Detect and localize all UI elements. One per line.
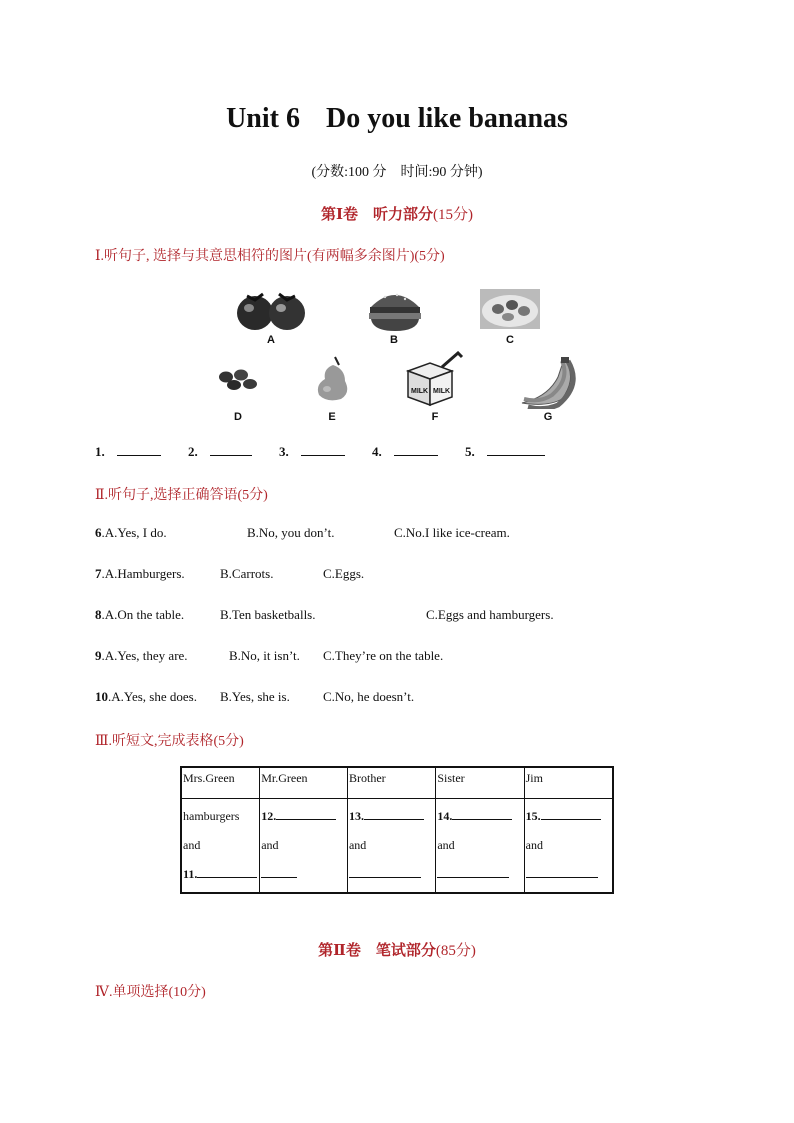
section3-heading: Ⅲ.听短文,完成表格(5分) xyxy=(95,734,244,749)
part2-heading: 第Ⅱ卷 笔试部分(85分) xyxy=(318,943,476,959)
section4-heading: Ⅳ.单项选择(10分) xyxy=(95,985,206,1000)
cell-jim: 15. and xyxy=(524,799,613,894)
option-b: B.No, it isn’t. xyxy=(229,648,300,663)
section2-heading: Ⅱ.听句子,选择正确答语(5分) xyxy=(95,488,268,503)
header-mr-green: Mr.Green xyxy=(260,767,348,799)
blank-11[interactable]: 11. xyxy=(183,860,258,889)
option-c: C.Eggs. xyxy=(323,566,365,581)
tomatoes-icon xyxy=(235,286,307,339)
cell-sister: 14. and xyxy=(436,799,524,894)
option-b: B.No, you don’t. xyxy=(247,525,335,540)
header-jim: Jim xyxy=(524,767,613,799)
question-9: 9.A.Yes, they are. B.No, it isn’t. C.They’re on the table. xyxy=(95,648,444,663)
picture-label-f: F xyxy=(431,411,439,423)
picture-label-e: E xyxy=(328,411,336,423)
header-mrs-green: Mrs.Green xyxy=(181,767,260,799)
blank-15[interactable]: 15. xyxy=(526,802,611,831)
bananas-icon xyxy=(518,357,580,414)
option-c: C.No, he doesn’t. xyxy=(323,689,415,704)
blank-1[interactable]: 1. xyxy=(95,443,173,460)
blank-2[interactable]: 2. xyxy=(188,443,264,460)
milk-carton-icon xyxy=(402,351,468,412)
blank-5[interactable]: 5. xyxy=(465,443,557,460)
section1-heading: Ⅰ.听句子, 选择与其意思相符的图片(有两幅多余图片)(5分) xyxy=(95,249,445,264)
picture-label-a: A xyxy=(267,334,275,346)
blank-12[interactable]: 12. xyxy=(261,802,346,831)
cell-mr-green: 12. and xyxy=(260,799,348,894)
option-b: B.Yes, she is. xyxy=(220,689,290,704)
question-8: 8.A.On the table. B.Ten basketballs. C.Eggs and hamburgers. xyxy=(95,607,554,622)
part1-heading: 第Ⅰ卷 听力部分(15分) xyxy=(320,207,474,223)
option-b: B.Ten basketballs. xyxy=(220,607,316,622)
picture-label-b: B xyxy=(390,334,398,346)
question-6: 6.A.Yes, I do. B.No, you don’t. C.No.I like ice-cream. xyxy=(95,525,510,540)
cell-mrs-green: hamburgers and 11. xyxy=(181,799,260,894)
blank-3[interactable]: 3. xyxy=(279,443,357,460)
option-c: C.Eggs and hamburgers. xyxy=(426,607,554,622)
blank-4[interactable]: 4. xyxy=(372,443,450,460)
header-brother: Brother xyxy=(347,767,435,799)
family-food-table xyxy=(180,766,614,894)
header-sister: Sister xyxy=(436,767,524,799)
food-plate-icon xyxy=(480,289,540,334)
option-c: C.No.I like ice-cream. xyxy=(394,525,510,540)
score-time-info: (分数:100 分 时间:90 分钟) xyxy=(311,165,483,180)
answer-blanks-1-5 xyxy=(95,443,569,460)
svg-text:MILK: MILK xyxy=(411,388,429,395)
cell-brother: 13. and xyxy=(347,799,435,894)
question-10: 10.A.Yes, she does. B.Yes, she is. C.No, he doesn’t. xyxy=(95,689,415,704)
picture-label-g: G xyxy=(543,411,553,423)
blank-14[interactable]: 14. xyxy=(437,802,522,831)
option-c: C.They’re on the table. xyxy=(323,648,444,663)
page-title: Unit 6 Do you like bananas xyxy=(226,103,568,134)
picture-label-c: C xyxy=(506,334,514,346)
picture-label-d: D xyxy=(234,411,242,423)
eggs-icon xyxy=(217,367,259,396)
question-7: 7.A.Hamburgers. B.Carrots. C.Eggs. xyxy=(95,566,365,581)
blank-13[interactable]: 13. xyxy=(349,802,434,831)
option-b: B.Carrots. xyxy=(220,566,274,581)
pear-icon xyxy=(313,355,353,406)
hamburger-icon xyxy=(367,287,423,338)
svg-text:MILK: MILK xyxy=(433,388,451,395)
